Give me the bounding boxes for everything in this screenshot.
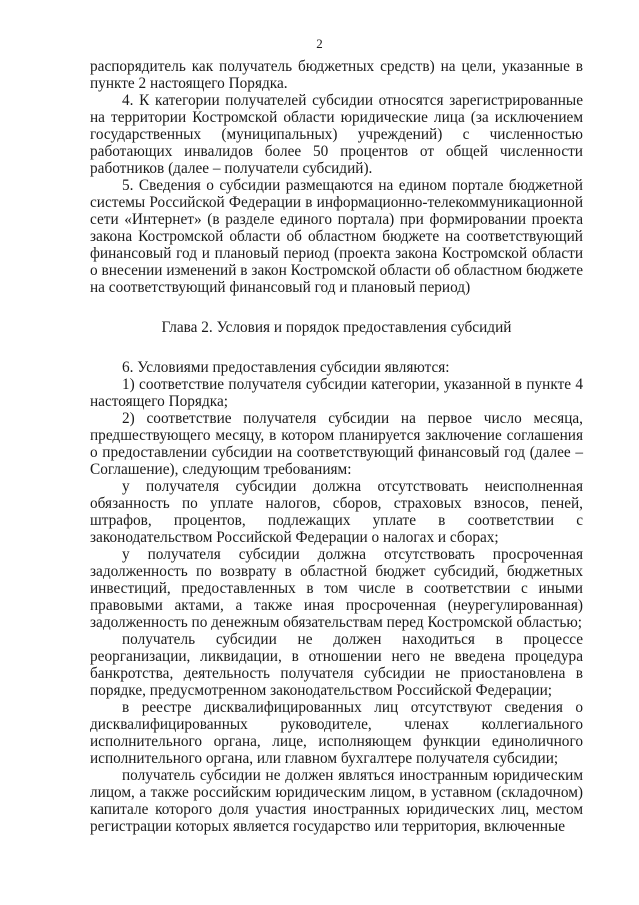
paragraph-requirement-disqualified: в реестре дисквалифицированных лиц отсутствуют сведения о дисквалифицированных руководителе, членах коллегиального исполнительного органа, лице, исполняющем функции единоличного исполнительного органа, или главном бухгалтере получателя субсидии; [90, 699, 583, 767]
page-number: 2 [316, 36, 323, 51]
paragraph-requirement-foreign: получатель субсидии не должен являться иностранным юридическим лицом, а также российским юридическим лицом, в уставном (складочном) капитале которого доля участия иностранных юридических лиц, местом регистрации которых является государство или территория, включенные [90, 767, 583, 835]
paragraph-item-5: 5. Сведения о субсидии размещаются на едином портале бюджетной системы Российской Федерации в информационно-телекоммуникационной сети «Интернет» (в разделе единого портала) при формировании проекта закона Костромской области об областном бюджете на соответствующий финансовый год и плановый период (проекта закона Костромской области о внесении изменений в закон Костромской области об областном бюджете на соответствующий финансовый год и плановый период) [90, 177, 583, 296]
document-body [90, 58, 583, 835]
paragraph-requirement-reorganization: получатель субсидии не должен находиться в процессе реорганизации, ликвидации, в отношении него не введена процедура банкротства, деятельность получателя субсидии не приостановлена в порядке, предусмотренном законодательством Российской Федерации; [90, 631, 583, 699]
paragraph-continuation: распорядитель как получатель бюджетных средств) на цели, указанные в пункте 2 настоящего Порядка. [90, 58, 583, 92]
paragraph-requirement-taxes: у получателя субсидии должна отсутствовать неисполненная обязанность по уплате налогов, сборов, страховых взносов, пеней, штрафов, процентов, подлежащих уплате в соответствии с законодательством Российской Федерации о налогах и сборах; [90, 478, 583, 546]
paragraph-condition-1: 1) соответствие получателя субсидии категории, указанной в пункте 4 настоящего Порядка; [90, 376, 583, 410]
paragraph-condition-2: 2) соответствие получателя субсидии на первое число месяца, предшествующего месяцу, в котором планируется заключение соглашения о предоставлении субсидии на соответствующий финансовый год (далее – Соглашение), следующим требованиям: [90, 410, 583, 478]
paragraph-item-4: 4. К категории получателей субсидии относятся зарегистрированные на территории Костромской области юридические лица (за исключением государственных (муниципальных) учреждений) с численностью работающих инвалидов более 50 процентов от общей численности работников (далее – получатели субсидий). [90, 92, 583, 177]
chapter-heading: Глава 2. Условия и порядок предоставления субсидий [161, 319, 512, 336]
paragraph-requirement-debt: у получателя субсидии должна отсутствовать просроченная задолженность по возврату в областной бюджет субсидий, бюджетных инвестиций, предоставленных в том числе в соответствии с иными правовыми актами, а также иная просроченная (неурегулированная) задолженность по денежным обязательствам перед Костромской областью; [90, 546, 583, 631]
paragraph-item-6: 6. Условиями предоставления субсидии являются: [122, 359, 450, 376]
